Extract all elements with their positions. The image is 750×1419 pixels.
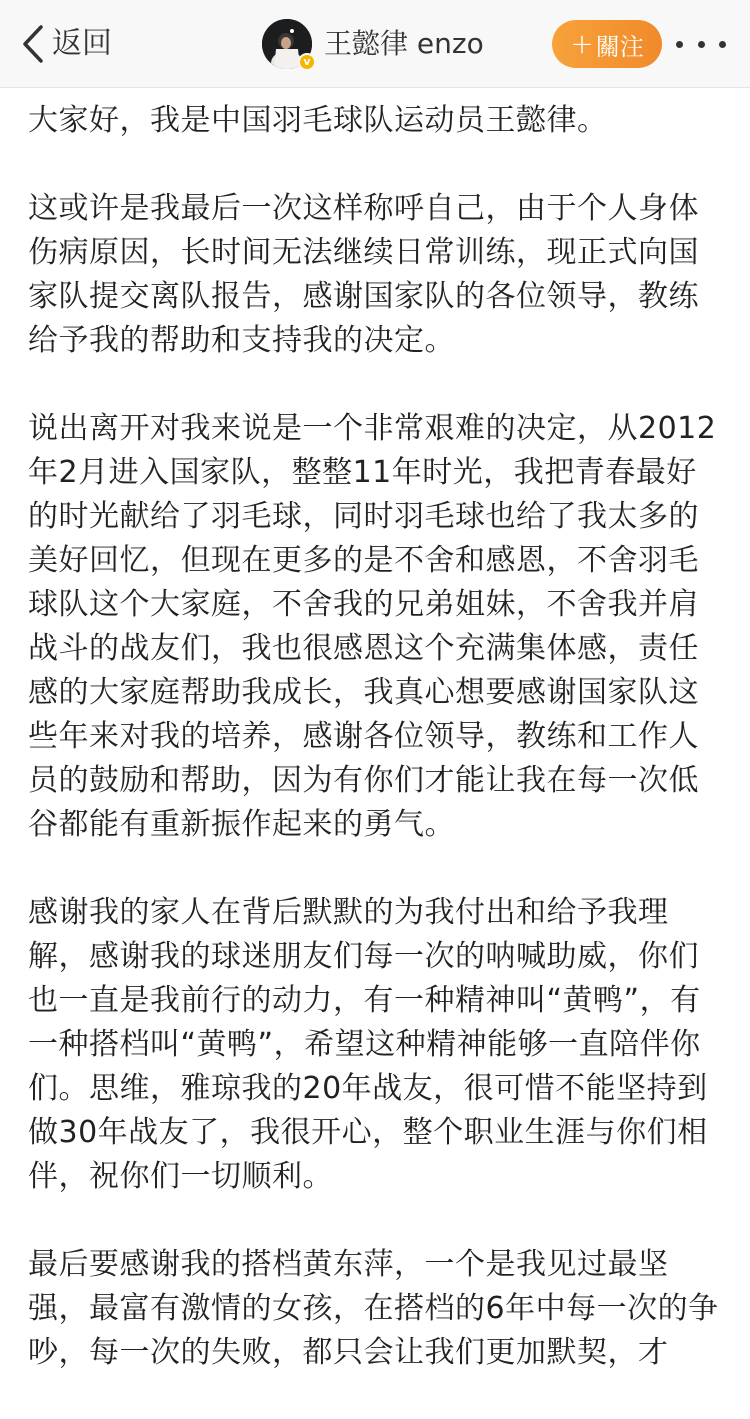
more-dot (719, 41, 726, 48)
more-dots-icon[interactable] (676, 20, 726, 68)
author-name[interactable]: 王懿律 enzo (324, 27, 484, 60)
back-button[interactable] (22, 20, 112, 68)
post-paragraph: 感谢我的家人在背后默默的为我付出和给予我理解，感谢我的球迷朋友们每一次的呐喊助威，你们也一直是我前行的动力，有一种精神叫“黄鸭”，有一种搭档叫“黄鸭”，希望这种精神能够一直陪伴你们。思维，雅琼我的20年战友，很可惜不能坚持到做30年战友了，我很开心，整个职业生涯与你们相伴，祝你们一切顺利。 (28, 895, 708, 1194)
plus-icon: + (570, 27, 594, 60)
post-paragraph: 最后要感谢我的搭档黄东萍，一个是我见过最坚强，最富有激情的女孩，在搭档的6年中每一次的争吵，每一次的失败，都只会让我们更加默契，才 (28, 1247, 719, 1370)
post-paragraph: 这或许是我最后一次这样称呼自己，由于个人身体伤病原因，长时间无法继续日常训练，现正式向国家队提交离队报告，感谢国家队的各位领导，教练给予我的帮助和支持我的决定。 (28, 191, 699, 358)
back-label: 返回 (52, 26, 112, 61)
verified-badge-icon: v (298, 53, 316, 71)
follow-button[interactable] (552, 20, 662, 68)
chevron-left-icon (22, 25, 44, 63)
post-paragraph: 大家好，我是中国羽毛球队运动员王懿律。 (28, 103, 608, 138)
post-author[interactable] (262, 18, 484, 70)
avatar[interactable] (262, 19, 312, 69)
follow-label: 關注 (595, 32, 644, 61)
navigation-bar (0, 0, 750, 88)
more-dot (698, 41, 705, 48)
more-dot (676, 41, 683, 48)
post-paragraph: 说出离开对我来说是一个非常艰难的决定，从2012年2月进入国家队，整整11年时光，我把青春最好的时光献给了羽毛球，同时羽毛球也给了我太多的美好回忆，但现在更多的是不舍和感恩，不舍羽毛球队这个大家庭，不舍我的兄弟姐妹，不舍我并肩战斗的战友们，我也很感恩这个充满集体感，责任感的大家庭帮助我成长，我真心想要感谢国家队这些年来对我的培养，感谢各位领导，教练和工作人员的鼓励和帮助，因为有你们才能让我在每一次低谷都能有重新振作起来的勇气。 (28, 411, 717, 842)
post-body (28, 99, 722, 1419)
